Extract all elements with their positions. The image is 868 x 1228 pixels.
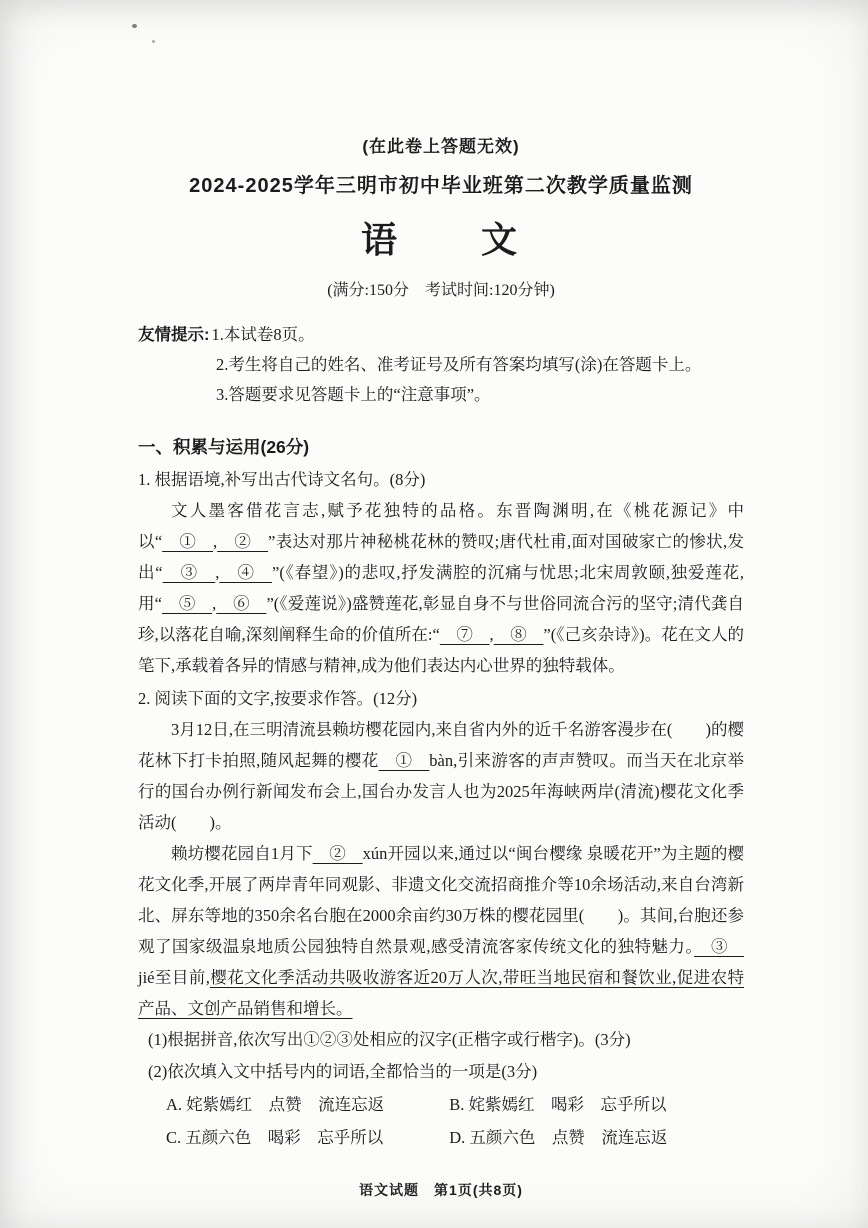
tip-item-3: 3.答题要求见答题卡上的“注意事项”。 <box>216 385 491 404</box>
option-a: A. 姹紫嫣红 点赞 流连忘返 <box>166 1095 385 1114</box>
friendly-tips <box>138 320 744 410</box>
option-c: C. 五颜六色 喝彩 忘乎所以 <box>166 1128 384 1147</box>
option-d: D. 五颜六色 点赞 流连忘返 <box>449 1128 668 1147</box>
page-footer: 语文试题 第1页(共8页) <box>359 1182 523 1198</box>
tip-item-1: 1.本试卷8页。 <box>211 325 315 344</box>
exam-title: 2024-2025学年三明市初中毕业班第二次教学质量监测 <box>189 175 693 197</box>
tips-line-1 <box>138 320 744 350</box>
question-2-title: 2. 阅读下面的文字,按要求作答。(12分) <box>138 689 418 708</box>
question-1-passage: 文人墨客借花言志,赋予花独特的品格。东晋陶渊明,在《桃花源记》中以“ ① , ② ”表达对那片神秘桃花林的赞叹;唐代杜甫,面对国破家亡的惨状,发出“ ③ , ④ ”(《春望》)的悲叹,抒发满腔的沉痛与忧思;北宋周敦颐,独爱莲花,用“ ⑤ , ⑥ ”(《爱莲说》)盛赞莲花,彰显自身不与世俗同流合污的坚守;清代龚自珍,以落花自喻,深刻阐释生命的价值所在:“ ⑦ , ⑧ ”(《己亥杂诗》)。花在文人的笔下,承载着各异的情感与精神,成为他们表达内心世界的独特载体。 <box>138 501 745 675</box>
sub-question-2: (2)依次填入文中括号内的词语,全都恰当的一项是(3分) <box>148 1062 538 1081</box>
question-2-passage-2: 赖坊樱花园自1月下 ② xún开园以来,通过以“闽台樱缘 泉暖花开”为主题的樱花文化季,开展了两岸青年同观影、非遗文化交流招商推介等10余场活动,来自台湾新北、屏东等地的350余名台胞在2000余亩约30万株的樱花园里( )。其间,台胞还参观了国家级温泉地质公园独特自然景观,感受清流客家传统文化的独特魅力。 ③ jié至目前,樱花文化季活动共吸收游客近20万人次,带旺当地民宿和餐饮业,促进农特产品、文创产品销售和增长。 <box>138 844 745 1018</box>
question-2-passage-1: 3月12日,在三明清流县赖坊樱花园内,来自省内外的近千名游客漫步在( )的樱花林下打卡拍照,随风起舞的樱花 ① bàn,引来游客的声声赞叹。而当天在北京举行的国台办例行新闻发布会上,国台办发言人也为2025年海峡两岸(清流)樱花文化季活动( )。 <box>138 720 745 832</box>
tips-label: 友情提示: <box>138 326 210 344</box>
invalid-answer-notice: (在此卷上答题无效) <box>362 137 520 156</box>
options-row-1 <box>138 1088 744 1121</box>
option-b: B. 姹紫嫣红 喝彩 忘乎所以 <box>449 1095 667 1114</box>
exam-meta: (满分:150分 考试时间:120分钟) <box>327 282 555 299</box>
scan-artifact-speck <box>152 40 155 43</box>
question-1-title: 1. 根据语境,补写出古代诗文名句。(8分) <box>138 470 426 489</box>
section-one-heading: 一、积累与运用(26分) <box>138 437 310 457</box>
scan-artifact-speck <box>132 24 137 28</box>
page-content <box>138 132 744 1200</box>
options-row-2 <box>138 1121 744 1154</box>
subject-title: 语 文 <box>360 219 521 260</box>
tip-item-2: 2.考生将自己的姓名、准考证号及所有答案均填写(涂)在答题卡上。 <box>216 355 702 374</box>
sub-question-1: (1)根据拼音,依次写出①②③处相应的汉字(正楷字或行楷字)。(3分) <box>148 1030 631 1049</box>
